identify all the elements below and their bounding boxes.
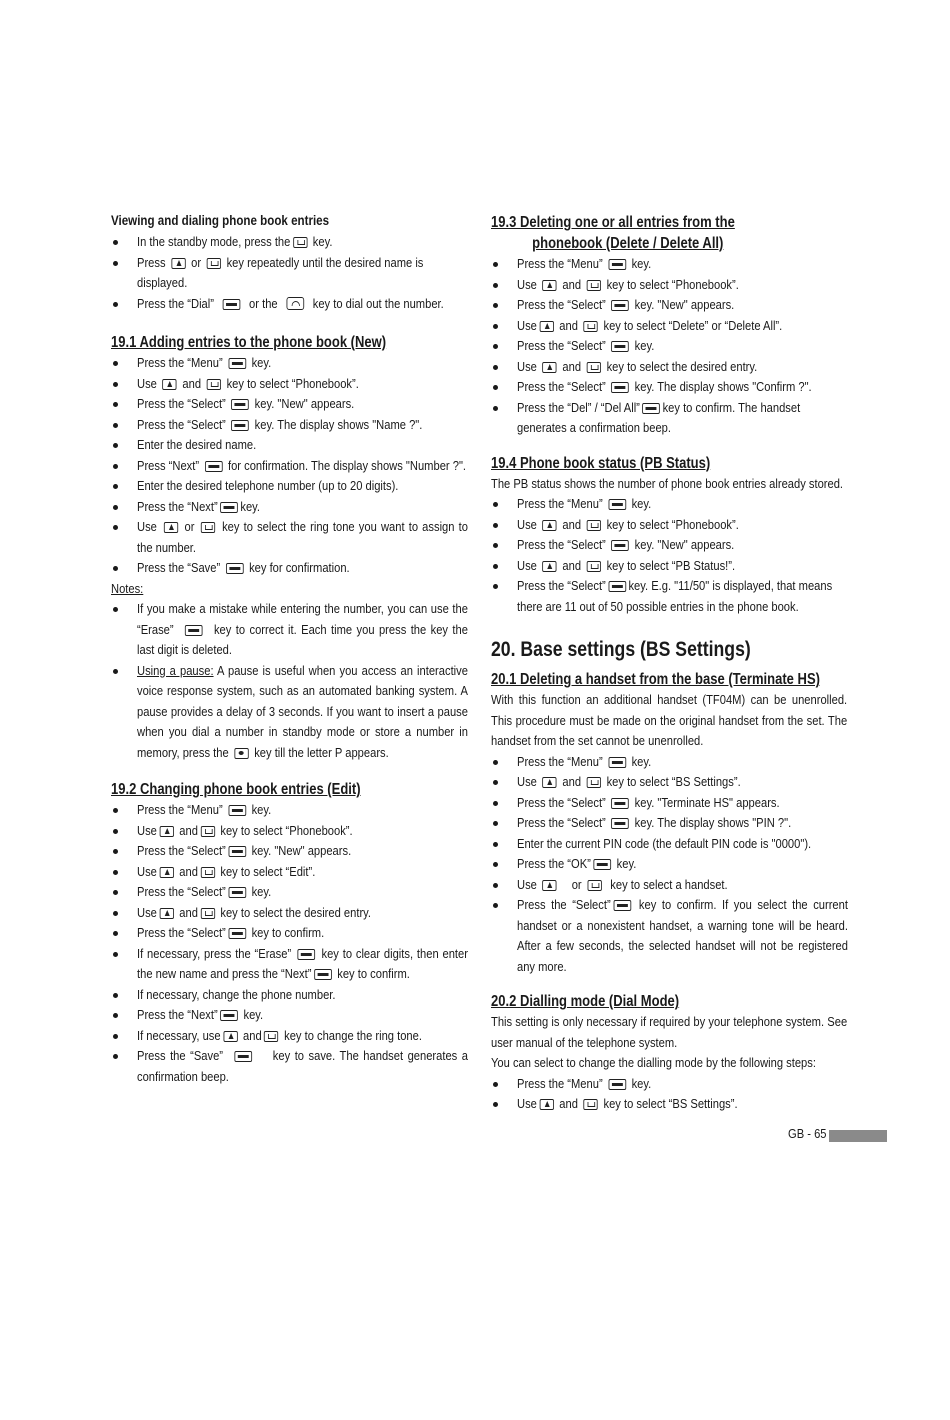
softkey-icon bbox=[298, 949, 316, 960]
list-item: Use and key to select “PB Status!”. bbox=[491, 556, 847, 577]
up-key-icon bbox=[543, 362, 557, 373]
up-key-icon bbox=[223, 1031, 237, 1042]
phonebook-key-icon bbox=[201, 522, 215, 533]
section-19-3-heading: 19.3 Deleting one or all entries from the bbox=[491, 214, 735, 231]
list-item: Press the “Menu” key. bbox=[111, 800, 467, 821]
phonebook-key-icon bbox=[587, 880, 601, 891]
section-20-1-intro: With this function an additional handset (TF04M) can be unenrolled. This procedure must be made on the original handset from the set. The handset from the set cannot be unenrolled. bbox=[491, 692, 848, 748]
notes-label: Notes: bbox=[111, 580, 144, 596]
phonebook-key-icon bbox=[200, 826, 214, 837]
list-item: Press the “Menu” key. bbox=[491, 1074, 847, 1095]
list-item: Press the “Select” key. "New" appears. bbox=[111, 841, 467, 862]
up-key-icon bbox=[159, 826, 173, 837]
section-20-2-list bbox=[491, 1074, 847, 1115]
softkey-icon bbox=[226, 563, 244, 574]
list-item: Press the “Select” key. E.g. "11/50" is displayed, that means there are 11 out of 50 possible entries in the phone book. bbox=[491, 576, 847, 617]
list-item: Use and key to select “Phonebook”. bbox=[491, 515, 847, 536]
list-item: Use and key to select “Delete” or “Delete All”. bbox=[491, 316, 847, 337]
section-20-1-heading: 20.1 Deleting a handset from the base (Terminate HS) bbox=[491, 671, 820, 688]
list-item: Use and key to select “BS Settings”. bbox=[491, 1094, 847, 1115]
softkey-icon bbox=[220, 1010, 238, 1021]
list-item: Press the “Save” key to save. The handset generates a confirmation beep. bbox=[111, 1046, 467, 1087]
section-19-2-list bbox=[111, 800, 467, 1087]
softkey-icon bbox=[611, 300, 629, 311]
phonebook-key-icon bbox=[207, 258, 221, 269]
phonebook-key-icon bbox=[584, 1099, 598, 1110]
phonebook-key-icon bbox=[587, 561, 601, 572]
section-19-1-list bbox=[111, 353, 467, 579]
phonebook-key-icon bbox=[587, 280, 601, 291]
list-item: Press the “OK” key. bbox=[491, 854, 847, 875]
up-key-icon bbox=[543, 777, 557, 788]
list-item: Press the “Select” key to confirm. If you select the current handset or a nonexistent handset, a warning tone will be heard. After a few seconds, the selected handset will not be registered any more. bbox=[491, 895, 847, 977]
list-item: Use and key to select “Edit”. bbox=[111, 862, 467, 883]
up-key-icon bbox=[543, 280, 557, 291]
section-19-4-heading: 19.4 Phone book status (PB Status) bbox=[491, 454, 711, 472]
softkey-icon bbox=[608, 1079, 626, 1090]
softkey-icon bbox=[608, 757, 626, 768]
list-item: Press the “Menu” key. bbox=[491, 254, 847, 275]
softkey-icon bbox=[228, 805, 246, 816]
softkey-icon bbox=[228, 846, 246, 857]
softkey-icon bbox=[608, 581, 626, 592]
softkey-icon bbox=[611, 540, 629, 551]
up-key-icon bbox=[159, 867, 173, 878]
list-item: Press the “Menu” key. bbox=[491, 494, 847, 515]
list-item: Press the “Select” key. bbox=[111, 882, 467, 903]
list-item: Press the “Next” key. bbox=[111, 497, 467, 518]
list-item: Use and key to select the desired entry. bbox=[111, 903, 467, 924]
footer-bar bbox=[829, 1130, 887, 1142]
softkey-icon bbox=[185, 625, 203, 636]
list-item: If necessary, press the “Erase” key to clear digits, then enter the new name and press the “Next” key to confirm. bbox=[111, 944, 467, 985]
softkey-icon bbox=[220, 502, 238, 513]
section-19-2-heading: 19.2 Changing phone book entries (Edit) bbox=[111, 781, 361, 798]
section-19-3-list bbox=[491, 254, 847, 439]
phonebook-key-icon bbox=[200, 908, 214, 919]
softkey-icon bbox=[642, 403, 660, 414]
list-item: Enter the current PIN code (the default PIN code is "0000"). bbox=[491, 834, 847, 855]
softkey-icon bbox=[228, 928, 246, 939]
section-20-1-list bbox=[491, 752, 847, 978]
up-key-icon bbox=[543, 880, 557, 891]
list-item: Use and key to select “BS Settings”. bbox=[491, 772, 847, 793]
section-20-2-intro-2: You can select to change the dialling mode by the following steps: bbox=[491, 1055, 816, 1070]
softkey-icon bbox=[314, 969, 332, 980]
list-item: Press the “Select” key. The display shows "PIN ?". bbox=[491, 813, 847, 834]
list-item: Press the “Next” key. bbox=[111, 1005, 467, 1026]
softkey-icon bbox=[231, 399, 249, 410]
section-19-3-heading-line2: phonebook (Delete / Delete All) bbox=[532, 235, 724, 252]
softkey-icon bbox=[613, 900, 631, 911]
phonebook-key-icon bbox=[293, 237, 307, 248]
list-item: If you make a mistake while entering the number, you can use the “Erase” key to correct it. Each time you press the key the last digit is deleted. bbox=[111, 599, 467, 661]
up-key-icon bbox=[171, 258, 185, 269]
right-column bbox=[491, 210, 847, 1115]
dial-key-icon bbox=[286, 297, 304, 310]
phonebook-key-icon bbox=[584, 321, 598, 332]
list-item: Press the “Del” / “Del All” key to confirm. The handset generates a confirmation beep. bbox=[491, 398, 847, 439]
softkey-icon bbox=[231, 420, 249, 431]
list-item: Press the “Menu” key. bbox=[491, 752, 847, 773]
list-item: In the standby mode, press the key. bbox=[111, 232, 467, 253]
up-key-icon bbox=[543, 520, 557, 531]
up-key-icon bbox=[543, 561, 557, 572]
phonebook-key-icon bbox=[264, 1031, 278, 1042]
list-item: Use and key to select “Phonebook”. bbox=[111, 821, 467, 842]
list-item: Use and key to select “Phonebook”. bbox=[491, 275, 847, 296]
view-list bbox=[111, 232, 467, 314]
softkey-icon bbox=[228, 358, 246, 369]
list-item: Press the “Select” key. bbox=[491, 336, 847, 357]
softkey-icon bbox=[608, 499, 626, 510]
softkey-icon bbox=[611, 382, 629, 393]
softkey-icon bbox=[223, 299, 241, 310]
page-number: GB - 65 bbox=[788, 1126, 827, 1141]
list-item: Use and key to select the desired entry. bbox=[491, 357, 847, 378]
left-column bbox=[111, 210, 467, 1087]
list-item: If necessary, use and key to change the ring tone. bbox=[111, 1026, 467, 1047]
view-heading: Viewing and dialing phone book entries bbox=[111, 213, 330, 228]
section-19-4-intro: The PB status shows the number of phone book entries already stored. bbox=[491, 475, 844, 491]
phonebook-key-icon bbox=[587, 362, 601, 373]
softkey-icon bbox=[611, 341, 629, 352]
section-19-4-list bbox=[491, 494, 847, 617]
list-item: Enter the desired name. bbox=[111, 435, 467, 456]
section-19-1-heading: 19.1 Adding entries to the phone book (New) bbox=[111, 334, 387, 351]
list-item: Using a pause: A pause is useful when you access an interactive voice response system, such as an automated banking system. A pause provides a delay of 3 seconds. If you want to insert a pause when you dial a number in standby mode or store a number in memory, press the key till the letter P appears. bbox=[111, 661, 467, 764]
up-key-icon bbox=[539, 1099, 553, 1110]
list-item: Press or key repeatedly until the desired name is displayed. bbox=[111, 253, 467, 294]
section-20-2-intro: This setting is only necessary if required by your telephone system. See user manual of the telephone system. bbox=[491, 1014, 848, 1050]
list-item: Use or key to select a handset. bbox=[491, 875, 847, 896]
softkey-icon bbox=[608, 259, 626, 270]
softkey-icon bbox=[611, 798, 629, 809]
list-item: Press the “Save” key for confirmation. bbox=[111, 558, 467, 579]
list-item: Press “Next” for confirmation. The display shows "Number ?". bbox=[111, 456, 467, 477]
list-item: Press the “Select” key. "New" appears. bbox=[111, 394, 467, 415]
phonebook-key-icon bbox=[200, 867, 214, 878]
pause-key-icon bbox=[234, 748, 248, 759]
list-item: Use and key to select “Phonebook”. bbox=[111, 374, 467, 395]
softkey-icon bbox=[205, 461, 223, 472]
phonebook-key-icon bbox=[207, 379, 221, 390]
softkey-icon bbox=[593, 859, 611, 870]
list-item: Enter the desired telephone number (up to 20 digits). bbox=[111, 476, 467, 497]
list-item: Press the “Select” key. "New" appears. bbox=[491, 295, 847, 316]
section-20-2-heading: 20.2 Dialling mode (Dial Mode) bbox=[491, 993, 680, 1010]
list-item: If necessary, change the phone number. bbox=[111, 985, 467, 1006]
notes-list bbox=[111, 599, 467, 763]
list-item: Press the “Select” key to confirm. bbox=[111, 923, 467, 944]
list-item: Press the “Menu” key. bbox=[111, 353, 467, 374]
list-item: Press the “Select” key. "Terminate HS" appears. bbox=[491, 793, 847, 814]
list-item: Press the “Select” key. The display shows "Confirm ?". bbox=[491, 377, 847, 398]
list-item: Press the “Select” key. "New" appears. bbox=[491, 535, 847, 556]
section-20-heading: 20. Base settings (BS Settings) bbox=[491, 638, 751, 661]
softkey-icon bbox=[611, 818, 629, 829]
phonebook-key-icon bbox=[587, 520, 601, 531]
list-item: Use or key to select the ring tone you want to assign to the number. bbox=[111, 517, 467, 558]
up-key-icon bbox=[164, 522, 178, 533]
up-key-icon bbox=[159, 908, 173, 919]
list-item: Press the “Select” key. The display shows "Name ?". bbox=[111, 415, 467, 436]
softkey-icon bbox=[235, 1051, 253, 1062]
phonebook-key-icon bbox=[587, 777, 601, 788]
up-key-icon bbox=[163, 379, 177, 390]
up-key-icon bbox=[539, 321, 553, 332]
list-item: Press the “Dial” or the key to dial out the number. bbox=[111, 294, 467, 315]
softkey-icon bbox=[228, 887, 246, 898]
